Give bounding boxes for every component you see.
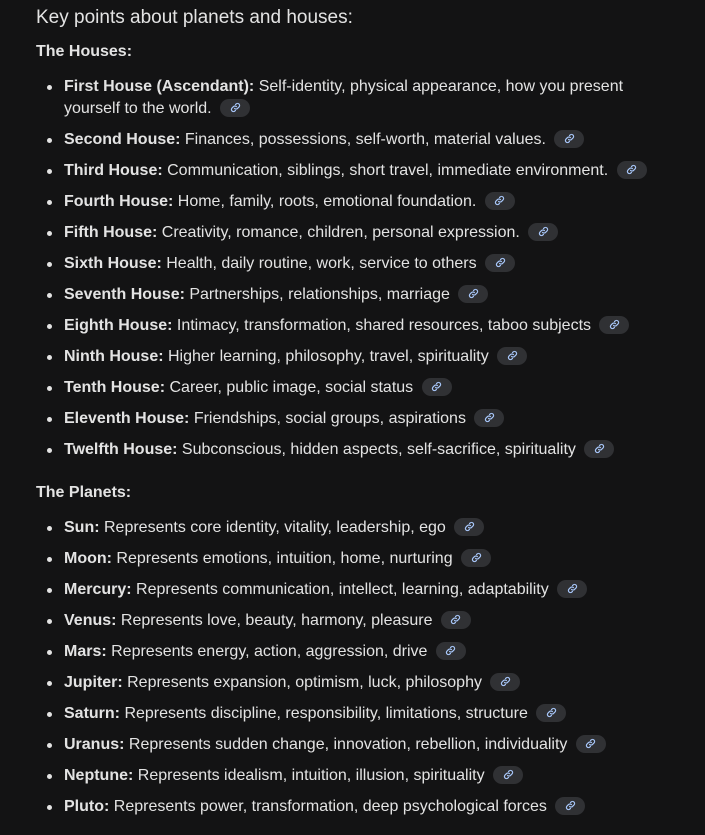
link-icon <box>564 133 575 144</box>
item-term: Fifth House: <box>64 224 162 241</box>
planet-item <box>36 610 676 632</box>
source-link-button[interactable] <box>497 347 527 365</box>
item-description: Home, family, roots, emotional foundation. <box>177 193 477 210</box>
item-description: Career, public image, social status <box>169 379 414 396</box>
link-icon <box>538 226 549 237</box>
source-link-button[interactable] <box>441 611 471 629</box>
item-term: Mars: <box>64 643 112 660</box>
planet-item <box>36 517 676 539</box>
planet-item <box>36 548 676 570</box>
source-link-button[interactable] <box>485 192 515 210</box>
response-content <box>36 4 676 827</box>
planet-item <box>36 579 676 601</box>
house-item <box>36 377 676 399</box>
planets-list <box>36 517 676 818</box>
item-term: Eleventh House: <box>64 410 194 427</box>
item-description: Represents sudden change, innovation, rebellion, individuality <box>128 736 568 753</box>
item-description: Represents core identity, vitality, leadership, ego <box>104 519 446 536</box>
item-description: Communication, siblings, short travel, immediate environment. <box>167 162 609 179</box>
item-description: Represents power, transformation, deep psychological forces <box>113 798 547 815</box>
item-term: Fourth House: <box>64 193 178 210</box>
house-item <box>36 253 676 275</box>
source-link-button[interactable] <box>555 797 585 815</box>
house-item <box>36 222 676 244</box>
link-icon <box>445 645 456 656</box>
item-term: Moon: <box>64 550 117 567</box>
source-link-button[interactable] <box>474 409 504 427</box>
source-link-button[interactable] <box>436 642 466 660</box>
link-icon <box>495 257 506 268</box>
link-icon <box>626 164 637 175</box>
house-item <box>36 439 676 461</box>
house-item <box>36 408 676 430</box>
link-icon <box>500 676 511 687</box>
planet-item <box>36 672 676 694</box>
link-icon <box>594 443 605 454</box>
item-term: Eighth House: <box>64 317 177 334</box>
planet-item <box>36 703 676 725</box>
link-icon <box>464 521 475 532</box>
item-term: Venus: <box>64 612 121 629</box>
item-term: Sixth House: <box>64 255 167 272</box>
link-icon <box>507 350 518 361</box>
house-item <box>36 191 676 213</box>
link-icon <box>230 102 241 113</box>
item-description: Health, daily routine, work, service to others <box>166 255 477 272</box>
link-icon <box>450 614 461 625</box>
link-icon <box>585 738 596 749</box>
source-link-button[interactable] <box>422 378 452 396</box>
item-description: Partnerships, relationships, marriage <box>189 286 450 303</box>
link-icon <box>565 800 576 811</box>
item-term: Seventh House: <box>64 286 190 303</box>
source-link-button[interactable] <box>454 518 484 536</box>
source-link-button[interactable] <box>458 285 488 303</box>
source-link-button[interactable] <box>557 580 587 598</box>
planet-item <box>36 796 676 818</box>
link-icon <box>431 381 442 392</box>
planet-item <box>36 765 676 787</box>
source-link-button[interactable] <box>599 316 629 334</box>
link-icon <box>471 552 482 563</box>
source-link-button[interactable] <box>576 735 606 753</box>
house-item <box>36 160 676 182</box>
item-description: Finances, possessions, self-worth, material values. <box>184 131 546 148</box>
source-link-button[interactable] <box>536 704 566 722</box>
item-term: Jupiter: <box>64 674 128 691</box>
item-term: Mercury: <box>64 581 137 598</box>
source-link-button[interactable] <box>490 673 520 691</box>
house-item <box>36 346 676 368</box>
item-term: Twelfth House: <box>64 441 182 458</box>
item-term: Third House: <box>64 162 168 179</box>
item-description: Creativity, romance, children, personal expression. <box>161 224 520 241</box>
page-title: Key points about planets and houses: <box>36 7 353 28</box>
houses-heading: The Houses: <box>36 43 133 60</box>
planets-heading: The Planets: <box>36 484 132 501</box>
source-link-button[interactable] <box>220 99 250 117</box>
source-link-button[interactable] <box>554 130 584 148</box>
link-icon <box>468 288 479 299</box>
item-term: Tenth House: <box>64 379 170 396</box>
houses-list <box>36 76 676 461</box>
item-term: First House (Ascendant): <box>64 78 259 95</box>
item-term: Second House: <box>64 131 185 148</box>
item-term: Ninth House: <box>64 348 168 365</box>
house-item <box>36 129 676 151</box>
item-term: Saturn: <box>64 705 125 722</box>
item-description: Intimacy, transformation, shared resources, taboo subjects <box>176 317 592 334</box>
item-description: Higher learning, philosophy, travel, spirituality <box>168 348 489 365</box>
house-item <box>36 284 676 306</box>
item-description: Friendships, social groups, aspirations <box>193 410 466 427</box>
item-description: Represents emotions, intuition, home, nurturing <box>116 550 453 567</box>
link-icon <box>494 195 505 206</box>
source-link-button[interactable] <box>493 766 523 784</box>
item-description: Represents idealism, intuition, illusion, spirituality <box>137 767 485 784</box>
item-description: Represents communication, intellect, learning, adaptability <box>136 581 549 598</box>
item-term: Sun: <box>64 519 104 536</box>
source-link-button[interactable] <box>528 223 558 241</box>
link-icon <box>484 412 495 423</box>
item-term: Pluto: <box>64 798 114 815</box>
source-link-button[interactable] <box>461 549 491 567</box>
source-link-button[interactable] <box>584 440 614 458</box>
item-description: Represents energy, action, aggression, drive <box>111 643 428 660</box>
item-description: Self-identity, physical appearance, how you present yourself to the world. <box>64 78 624 117</box>
item-term: Uranus: <box>64 736 129 753</box>
item-description: Represents discipline, responsibility, limitations, structure <box>124 705 528 722</box>
item-description: Represents love, beauty, harmony, pleasure <box>120 612 433 629</box>
item-description: Subconscious, hidden aspects, self-sacrifice, spirituality <box>181 441 576 458</box>
item-term: Neptune: <box>64 767 138 784</box>
source-link-button[interactable] <box>485 254 515 272</box>
source-link-button[interactable] <box>617 161 647 179</box>
house-item <box>36 315 676 337</box>
planet-item <box>36 734 676 756</box>
house-item <box>36 76 676 120</box>
planet-item <box>36 641 676 663</box>
link-icon <box>609 319 620 330</box>
item-description: Represents expansion, optimism, luck, philosophy <box>127 674 482 691</box>
link-icon <box>546 707 557 718</box>
link-icon <box>503 769 514 780</box>
link-icon <box>567 583 578 594</box>
